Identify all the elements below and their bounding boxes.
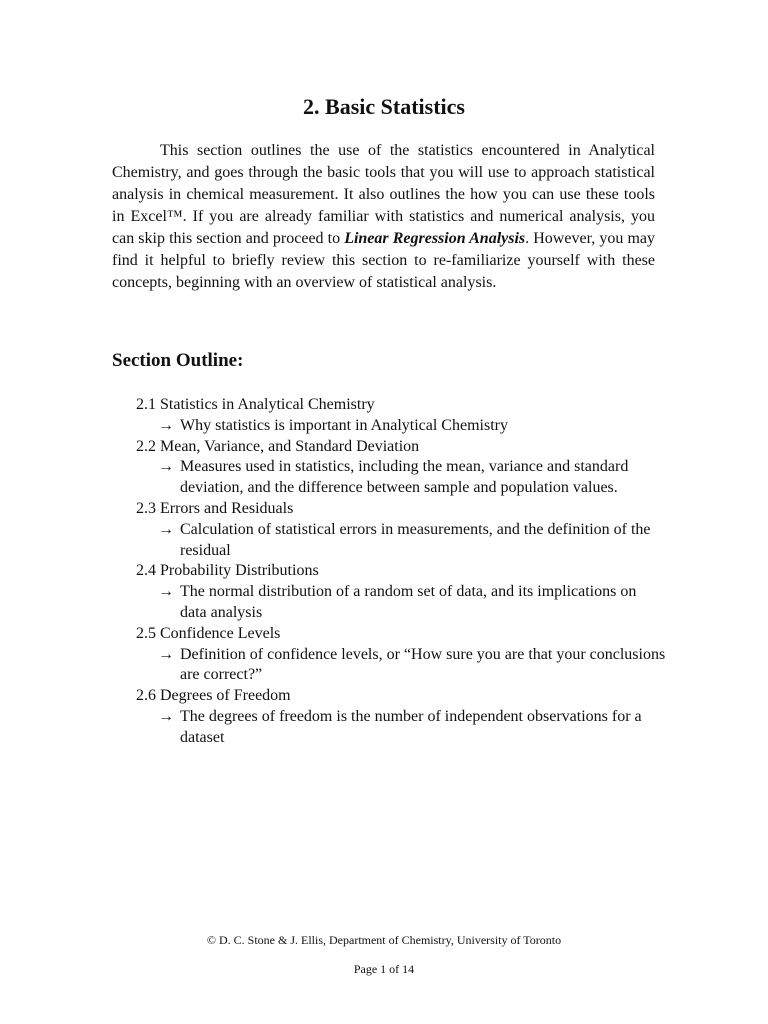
outline-item xyxy=(136,561,666,623)
intro-text-1: This section outlines the use of the statistics encountered in Analytical Chemistry, and goes through the basic tools that you will use to approach statistical analysis in chemical measurement. It also outlines the how you can use these tools in Excel™. If you are already familiar with statistics and numerical analysis, you can skip this section and proceed to xyxy=(112,142,655,247)
outline-item-desc-text: Measures used in statistics, including the mean, variance and standard deviation, and the difference between sample and population values. xyxy=(180,458,629,497)
outline-item-desc xyxy=(136,645,666,687)
outline-item-label[interactable]: 2.2 Mean, Variance, and Standard Deviation xyxy=(136,437,420,455)
outline-item-desc xyxy=(136,582,666,624)
outline-item xyxy=(136,686,666,748)
right-arrow-icon: → xyxy=(158,458,174,476)
outline-item-label[interactable]: 2.3 Errors and Residuals xyxy=(136,499,294,517)
right-arrow-icon: → xyxy=(158,645,174,663)
linear-regression-link[interactable]: Linear Regression Analysis xyxy=(344,230,526,247)
outline-item-label[interactable]: 2.1 Statistics in Analytical Chemistry xyxy=(136,396,375,413)
outline-item xyxy=(136,395,666,437)
copyright-footer: © D. C. Stone & J. Ellis, Department of Chemistry, University of Toronto xyxy=(206,933,562,947)
page-number: Page 1 of 14 xyxy=(353,962,415,976)
intro-text-2: . However, you may find it helpful to briefly review this section to re-familiarize yourself with these concepts, beginning with an overview of statistical analysis. xyxy=(112,230,656,291)
outline-item-label[interactable]: 2.6 Degrees of Freedom xyxy=(136,687,291,705)
section-outline-heading: Section Outline: xyxy=(112,350,244,371)
outline-item xyxy=(136,499,666,561)
outline-item-desc xyxy=(136,520,666,562)
right-arrow-icon: → xyxy=(158,583,174,601)
outline-item-desc-text: Calculation of statistical errors in measurements, and the definition of the residual xyxy=(180,520,651,559)
outline-item-desc-text: The degrees of freedom is the number of independent observations for a dataset xyxy=(180,707,642,746)
outline-item xyxy=(136,437,666,499)
outline-item-desc xyxy=(136,707,666,749)
outline-item-desc xyxy=(136,416,666,437)
outline-item-label[interactable]: 2.5 Confidence Levels xyxy=(136,624,281,642)
intro-paragraph xyxy=(112,140,655,294)
outline-item-desc-text: Definition of confidence levels, or “How sure you are that your conclusions are correct?” xyxy=(180,645,666,684)
outline-item-desc xyxy=(136,457,666,499)
outline-item-label[interactable]: 2.4 Probability Distributions xyxy=(136,562,319,580)
outline-item-desc-text: The normal distribution of a random set of data, and its implications on data analysis xyxy=(180,583,637,621)
right-arrow-icon: → xyxy=(158,416,174,434)
page-title: 2. Basic Statistics xyxy=(303,94,465,119)
outline-item-desc-text: Why statistics is important in Analytical Chemistry xyxy=(180,416,508,434)
right-arrow-icon: → xyxy=(158,707,174,725)
right-arrow-icon: → xyxy=(158,520,174,538)
outline-item xyxy=(136,624,666,686)
section-outline-list xyxy=(136,395,666,749)
